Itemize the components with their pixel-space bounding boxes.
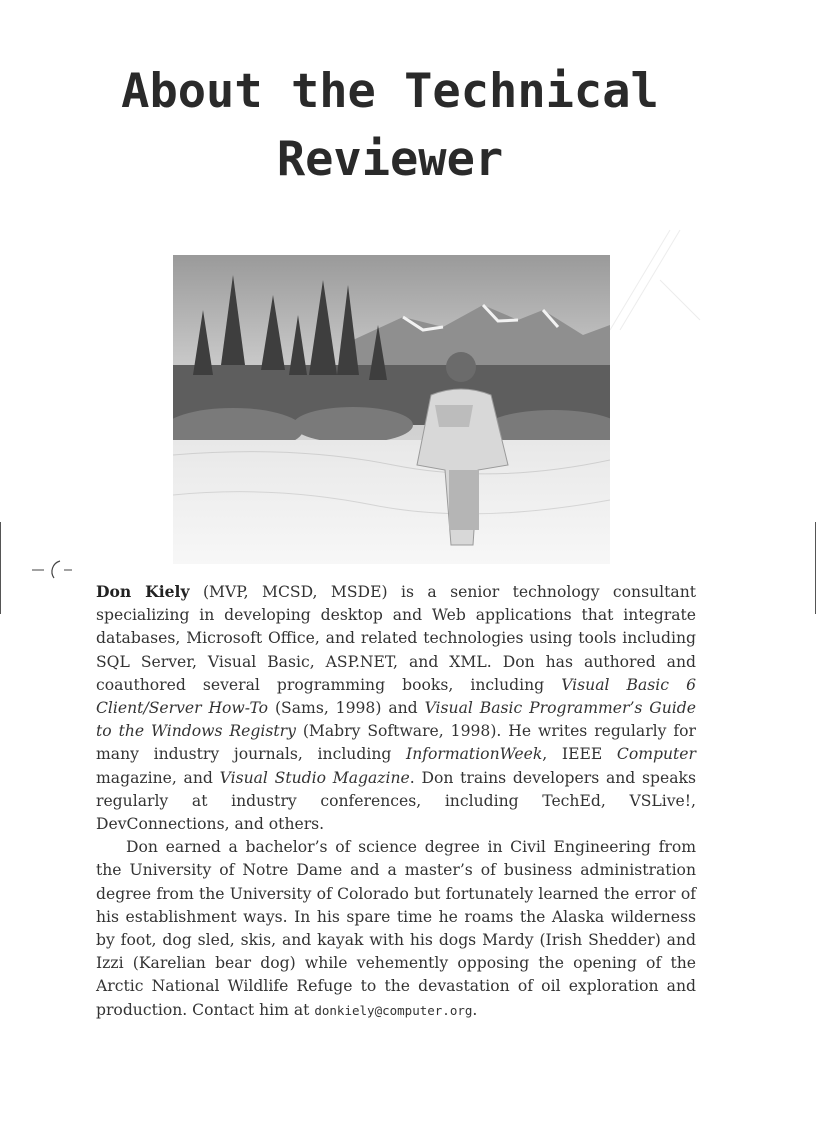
bio-text (96, 580, 696, 1022)
bio-p1-text-e: magazine, and (96, 768, 220, 787)
reviewer-photo (173, 255, 610, 564)
journal-2: Computer (616, 745, 696, 764)
crop-mark-left (0, 522, 1, 614)
bio-p2-end: . (472, 1000, 478, 1019)
bio-p1-text-c: (Mabry Software, 1998). He writes regularly for many industry journals, including (96, 722, 696, 764)
bio-paragraph-1 (96, 580, 696, 836)
title-line-2: Reviewer (276, 132, 504, 187)
watermark-graphic (600, 210, 720, 340)
title-line-1: About the Technical (121, 64, 659, 119)
journal-1: InformationWeek (406, 745, 543, 764)
email-link[interactable]: donkiely@computer.org (314, 1002, 473, 1018)
bio-p2-text: Don earned a bachelor’s of science degree in Civil Engineering from the University of Notre Dame and a master’s of business administration degree from the University of Colorado but fortunately learned the error of his establishment ways. In his spare time he roams the Alaska wilderness by foot, dog sled, skis, and kayak with his dogs Mardy (Irish Shedder) and Izzi (Karelian bear dog) while vehemently opposing the opening of the Arctic National Wildlife Refuge to the devastation of oil exploration and production. Contact him at (96, 838, 696, 1019)
book-title-2: Visual Basic Programmer’s Guide to the Windows Registry (96, 699, 697, 741)
bio-p1-text-b: (Sams, 1998) and (268, 699, 425, 718)
registration-mark-icon (30, 556, 74, 584)
bio-p1-text-a: (MVP, MCSD, MSDE) is a senior technology consultant specializing in developing desktop and Web applications that integrate databases, Microsoft Office, and related technologies using tools including SQL Server, Visual Basic, ASP.NET, and XML. Don has authored and coauthored several programming books, including (96, 583, 696, 694)
reviewer-name: Don Kiely (96, 582, 190, 601)
journal-3: Visual Studio Magazine (219, 768, 410, 787)
bio-paragraph-2 (96, 836, 696, 1022)
bio-p1-text-f: . Don trains developers and speaks regularly at industry conferences, including TechEd, VSLive!, DevConnections, and others. (96, 768, 696, 834)
bio-p1-text-d: , IEEE (542, 745, 617, 764)
book-title-1: Visual Basic 6 Client/Server How-To (96, 675, 696, 718)
page-title (0, 58, 780, 194)
